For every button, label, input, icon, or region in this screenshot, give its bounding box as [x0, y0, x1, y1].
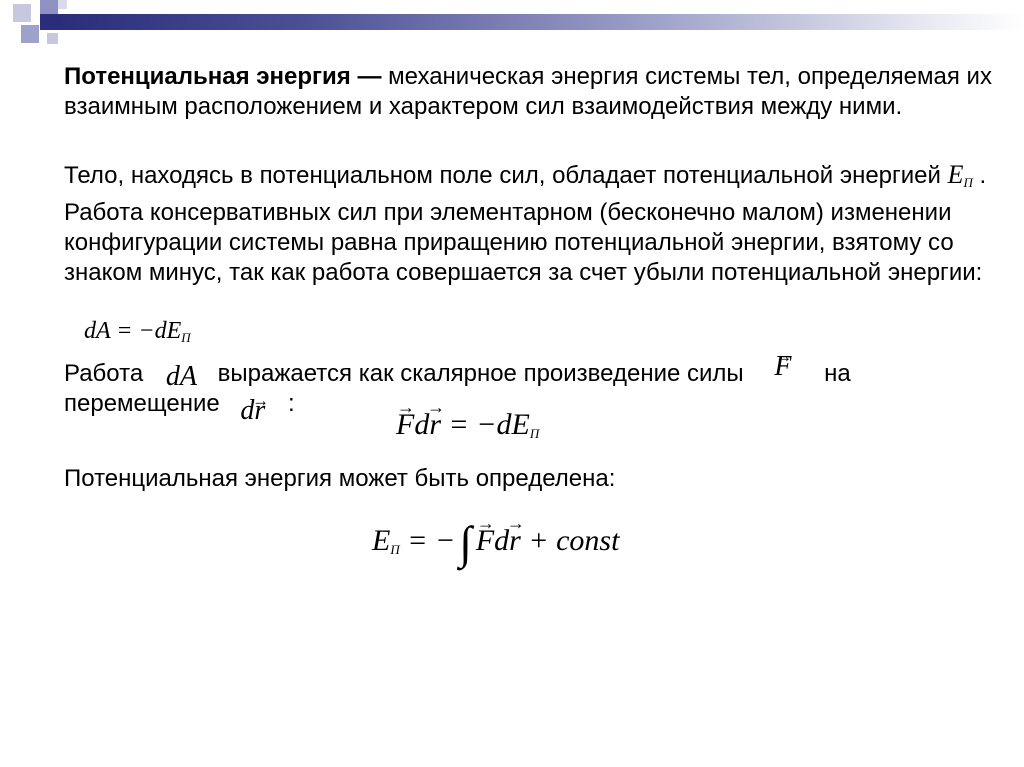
- definition-term: Потенциальная энергия —: [64, 63, 382, 90]
- definition-paragraph: [64, 62, 994, 122]
- equation-sign: = −: [399, 524, 456, 557]
- vector-r: → r: [509, 524, 521, 558]
- equation-potential-integral: [372, 508, 620, 568]
- equation-subscript: П: [390, 542, 400, 557]
- symbol-subscript: П: [963, 175, 973, 190]
- vector-r: → r: [429, 408, 441, 442]
- symbol-f-vector: [774, 352, 791, 382]
- header-decoration-square: [13, 4, 31, 22]
- header-decoration-square: [58, 0, 67, 9]
- potential-field-paragraph: [64, 160, 994, 288]
- symbol-e: E: [372, 524, 391, 557]
- vector-f: → F: [396, 408, 414, 442]
- line-text: выражается как скалярное произведение силы: [217, 360, 744, 387]
- equation-subscript: П: [529, 426, 540, 441]
- vector-f: → F: [476, 524, 494, 558]
- header-decoration-square: [40, 14, 58, 30]
- work-line: [64, 351, 851, 392]
- paragraph-text: . Работа консервативных сил при элементарном (бесконечно малом) изменении конфигурации системы равна приращению потенциальной энергии, взятому со знаком минус, так как работа совершается за счет убыли потенциальной энергии:: [64, 162, 987, 286]
- line-text: :: [287, 390, 295, 417]
- line-text: на: [824, 360, 851, 387]
- equation-rhs: = −dE: [441, 408, 530, 441]
- equation-work-energy: [84, 318, 191, 346]
- equation-rhs: = −dE: [110, 318, 182, 344]
- displacement-line: [64, 388, 295, 426]
- paragraph-text: Тело, находясь в потенциальном поле сил, обладает потенциальной энергией: [64, 162, 948, 189]
- symbol-text: E: [947, 160, 964, 189]
- integral-symbol: ∫: [459, 517, 472, 568]
- symbol-dr-vector: [240, 396, 265, 426]
- symbol-d: d: [494, 524, 510, 557]
- symbol-e-potential: [948, 160, 973, 189]
- header-decoration-square: [47, 33, 58, 44]
- symbol-d: d: [240, 395, 255, 426]
- header-gradient-bar: [58, 14, 1024, 30]
- equation-rhs: + const: [520, 524, 620, 557]
- definition-text: механическая энергия системы тел, определяемая их взаимным расположением и характером сил взаимодействия между ними.: [64, 63, 992, 120]
- equation-lhs: dA: [84, 318, 111, 344]
- header-decoration-square: [21, 25, 39, 43]
- line-text: Работа: [64, 360, 144, 387]
- vector-r: → r: [254, 396, 265, 426]
- vector-f: → F: [774, 352, 791, 382]
- definition-intro-paragraph: Потенциальная энергия может быть определена:: [64, 465, 616, 492]
- equation-subscript: П: [181, 330, 191, 345]
- symbol-d: d: [414, 408, 430, 441]
- symbol-da: dA: [165, 361, 197, 392]
- line-text: перемещение: [64, 390, 220, 417]
- equation-force-displacement: [396, 408, 539, 442]
